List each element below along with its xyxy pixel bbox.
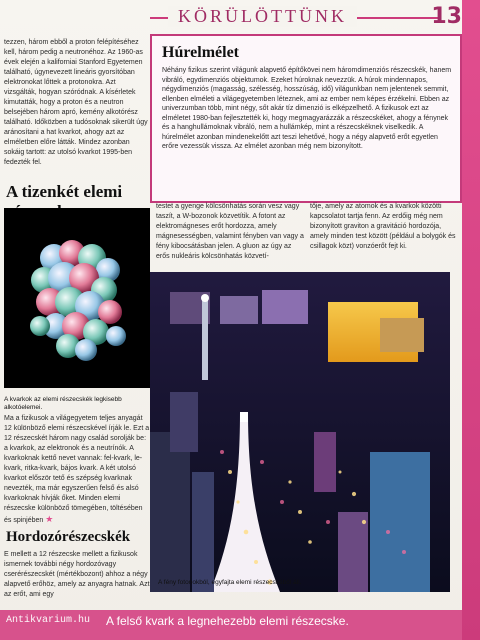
paragraph-2 (4, 414, 150, 526)
left-column (0, 38, 150, 598)
middle-column-b: tője, amely az atomok és a kvarkok közötti kapcsolatot tartja fenn. Az erdőig még nem bizonyított graviton a gravitáció hordozója, amely minden test között (például a bolygók és csillagok közt) vonzóerőt fejt ki. (310, 203, 456, 250)
box-paragraph: Néhány fizikus szerint világunk alapvető építőkövei nem háromdimenziós részecskék, hanem vibráló, egydimenziós objektumok. Ezeket húroknak nevezzük. A húrok mindennapos, négydimenziós (magasság, szélesség, hosszúság, idő) világunkban nem jelentenek semmit, ellenben elméleti a világegyetemben léteznek, ami az ember nem képes érzékelni. Ebben az univerzumban több, mint négy, sőt akár tíz dimenzió is elképzelhető. A fizikusok ezt az elméletet 1980-ban fejlesztették ki, hogy megmagyarázzák a részecskéket, ahogy a fénynek és a hanghullámoknak vibráló, nem a hullámkép, mint a részecskéknek viselkedik. A húrelmélet azonban mindenekelőtt azt teszi lehetővé, hogy a négy alapvető erőt egyetlen erőre vezessük vissza. Az elmélet azonban még nem bizonyított. (162, 67, 452, 150)
paragraph-2-text: Ma a fizikusok a világegyetem teljes anyagát 12 különböző elemi részecskével írják le. Ezt a 12 részecskét három nagy család sorolják be: a kvarkok, az elektronok és a neutrínók. A kvarkoknak kettő nevet vannak: fel-kvark, le-kvark, ritka-kvark, bájos kvark. A két utolsó kvarkot először tető és szépség kvarknak nevezték, ma már egyszerűen felső és alsó kvarkoknak hívják őket. Minden elemi részecske különböző tömegében, töltésében és spinjében (4, 415, 150, 524)
city-night-photo (150, 272, 450, 592)
heading-elementary-particles: A tizenkét elemi (6, 182, 123, 201)
bottom-bar-text: A felső kvark a legnehezebb elemi részecske. (106, 614, 349, 628)
right-edge-strip (462, 0, 480, 640)
page-header (0, 0, 480, 34)
photo-caption: A fény fotonokból, egyfajta elemi részecskéből áll. (158, 579, 302, 586)
middle-column-a: testet a gyenge kölcsönhatás során vesz vagy taszít, a W-bozonok közvetítik. A fotont az elektromágneses erőt hordozza, amely mágnesességben, valamint fényben van vagy a fény kibocsátásban jelen. A gluon az úgy az erős nukleáris kölcsönhatás közvetí- (156, 203, 304, 260)
page-number: 13 (431, 4, 462, 29)
string-theory-box (150, 34, 462, 203)
paragraph-1: tezzen, három ebből a proton felépítéséhez kell, három pedig a neutronéhoz. Az 1960-as évek elején a kaliforniai Stanford Egyetemen található, úgynevezett lineáris gyorsítóban elektronokat lőttek a protonokra. Azt vizsgálták, hogyan szóródnak. A kísérletek kimutatták, hogy a proton és a neutron belsejében három apró, kemény alkotórész található. Időközben a tudósoknak sikerült úgy aránosítani a hat kvarkot, ahogy azt az elméletben előre látták. Mindez azonban sokáig tartott: az utolsó kvarkot 1995-ben fedezték fel. (4, 39, 148, 166)
quark-cluster-image (4, 208, 150, 388)
middle-text (150, 202, 460, 268)
image-caption-quarks: A kvarkok az elemi részecskék legkisebb alkotóelemei. (4, 396, 122, 411)
quark-illustration (4, 208, 150, 393)
section-title: KÖRÜLÖTTÜNK (168, 6, 357, 27)
star-icon: ★ (45, 514, 54, 524)
heading-carrier-particles: Hordozórészecskék (6, 529, 131, 545)
box-heading: Húrelmélet (162, 44, 240, 61)
city-lights-image (150, 272, 450, 592)
watermark-text: Antikvarium.hu (6, 615, 91, 626)
paragraph-3: E mellett a 12 részecske mellett a fizikusok ismernek további négy hordozóvagy cserérészecskét (mértékbozont) ahhoz a négy alapvető erőhöz, amely az anyagra hatnak. Azt az erőt, ami egy (4, 551, 150, 598)
